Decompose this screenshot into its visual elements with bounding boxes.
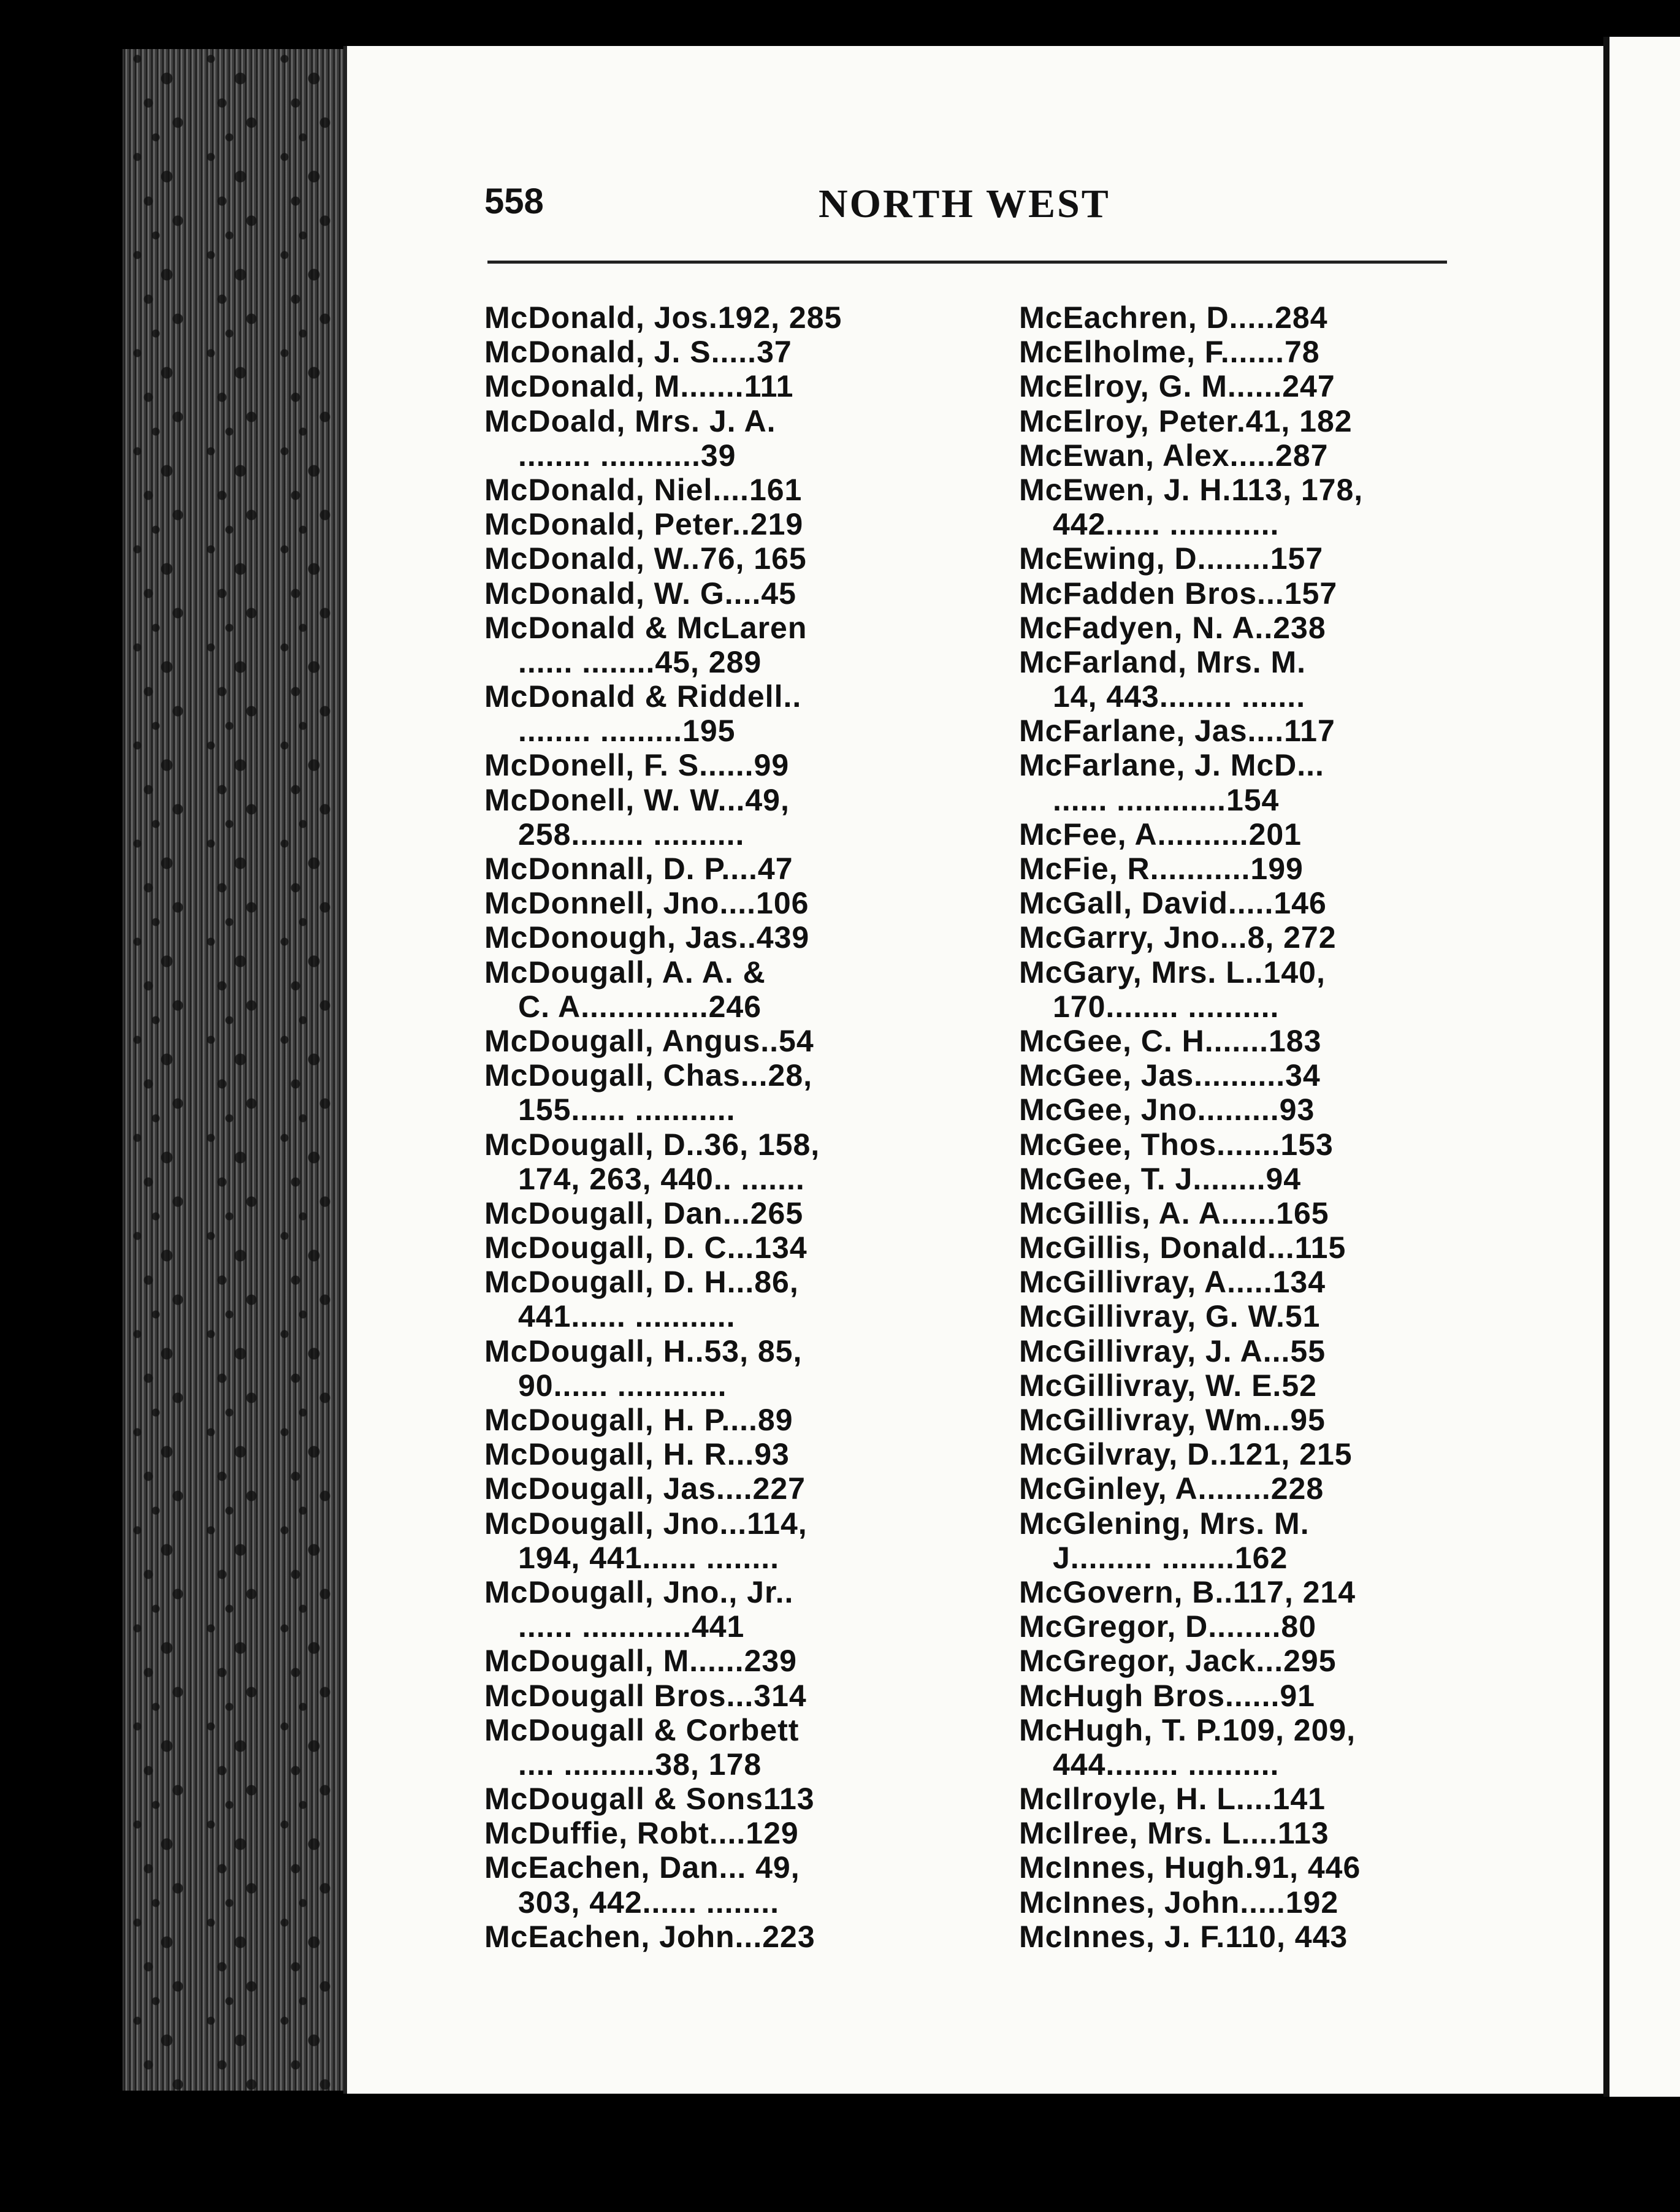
- directory-entry-line: McHugh, T. P.109, 209,: [1019, 1712, 1356, 1747]
- directory-entry-line: McEwan, Alex.....287: [1019, 438, 1329, 473]
- directory-entry-line: McDoald, Mrs. J. A.: [484, 403, 776, 438]
- directory-entry-line: C. A..............246: [518, 989, 762, 1024]
- directory-entry-line: McGillis, A. A......165: [1019, 1196, 1329, 1230]
- directory-entry-line: McGary, Mrs. L..140,: [1019, 955, 1326, 990]
- directory-entry-line: McDougall, Jno., Jr..: [484, 1574, 794, 1609]
- directory-entry-line: McElholme, F.......78: [1019, 335, 1320, 370]
- directory-entry-line: 90...... ............: [518, 1368, 727, 1403]
- left-column: [484, 300, 950, 1954]
- directory-entry-line: McIlree, Mrs. L....113: [1019, 1816, 1329, 1851]
- page-edge-stains: [123, 49, 368, 2091]
- directory-entry-line: 14, 443........ .......: [1053, 679, 1306, 714]
- directory-entry-line: McGall, David.....146: [1019, 886, 1327, 921]
- directory-entry-line: 170........ ..........: [1053, 989, 1280, 1024]
- directory-entry-line: McDougall Bros...314: [484, 1678, 807, 1713]
- directory-entry-line: McDonell, F. S......99: [484, 748, 790, 783]
- directory-entry-line: McGillis, Donald...115: [1019, 1230, 1346, 1265]
- directory-entry-line: 174, 263, 440.. .......: [518, 1161, 805, 1196]
- directory-entry-line: McDougall, Chas...28,: [484, 1058, 813, 1093]
- directory-entry-line: McEwen, J. H.113, 178,: [1019, 472, 1364, 507]
- directory-entry-line: McDougall, D. C...134: [484, 1230, 808, 1265]
- directory-entry-line: McGee, Jno.........93: [1019, 1093, 1315, 1127]
- directory-entry-line: 258........ ..........: [518, 817, 745, 852]
- directory-entry-line: McDougall, H. R...93: [484, 1437, 790, 1472]
- directory-entry-line: McFie, R...........199: [1019, 852, 1304, 886]
- directory-entry-line: 444........ ..........: [1053, 1747, 1280, 1782]
- directory-entry-line: 155...... ...........: [518, 1093, 736, 1127]
- directory-entry-line: McDougall, Jno...114,: [484, 1506, 808, 1541]
- directory-entry-line: McDonough, Jas..439: [484, 920, 810, 955]
- directory-entry-line: McGillivray, Wm...95: [1019, 1403, 1326, 1437]
- directory-entry-line: McGillivray, A.....134: [1019, 1265, 1326, 1300]
- directory-entry-line: ...... ............441: [518, 1609, 745, 1644]
- directory-entry-line: McInnes, J. F.110, 443: [1019, 1919, 1348, 1954]
- directory-entry-line: McDougall, A. A. &: [484, 955, 766, 990]
- directory-entry-line: ...... ........45, 289: [518, 644, 762, 679]
- page-title: NORTH WEST: [819, 181, 1110, 226]
- directory-entry-line: McFarland, Mrs. M.: [1019, 644, 1307, 679]
- directory-entry-line: McDougall, Jas....227: [484, 1471, 806, 1506]
- directory-entry-line: McGee, C. H.......183: [1019, 1023, 1322, 1058]
- directory-entry-line: ........ ...........39: [518, 438, 736, 473]
- directory-entry-line: J......... ........162: [1053, 1540, 1288, 1575]
- directory-entry-line: ...... ............154: [1053, 782, 1280, 817]
- directory-entry-line: McDougall & Corbett: [484, 1712, 800, 1747]
- directory-entry-line: McFee, A..........201: [1019, 817, 1302, 852]
- directory-entry-line: McFarlane, Jas....117: [1019, 714, 1335, 749]
- directory-entry-line: ........ .........195: [518, 714, 736, 749]
- directory-entry-line: McGillivray, J. A...55: [1019, 1333, 1326, 1368]
- directory-entry-line: McDonald, W..76, 165: [484, 541, 807, 576]
- directory-entry-line: McInnes, John.....192: [1019, 1885, 1339, 1920]
- directory-entry-line: McDougall, D. H...86,: [484, 1265, 799, 1300]
- directory-entry-line: 194, 441...... ........: [518, 1540, 780, 1575]
- directory-entry-line: McDonald, J. S.....37: [484, 335, 792, 370]
- directory-entry-line: McGee, Thos.......153: [1019, 1127, 1334, 1162]
- directory-entry-line: McGee, T. J........94: [1019, 1161, 1302, 1196]
- directory-entry-line: McDonald & Riddell..: [484, 679, 802, 714]
- directory-entry-line: McIlroyle, H. L....141: [1019, 1782, 1326, 1817]
- directory-entry-line: McGovern, B..117, 214: [1019, 1574, 1356, 1609]
- directory-entry-line: McDonnall, D. P....47: [484, 852, 793, 886]
- directory-entry-line: McFadden Bros...157: [1019, 576, 1338, 611]
- directory-entry-line: McGregor, Jack...295: [1019, 1644, 1337, 1679]
- directory-entry-line: McElroy, Peter.41, 182: [1019, 403, 1353, 438]
- directory-entry-line: McGlening, Mrs. M.: [1019, 1506, 1310, 1541]
- directory-entry-line: McFarlane, J. McD...: [1019, 748, 1324, 783]
- directory-entry-line: McDonald, Niel....161: [484, 472, 803, 507]
- directory-entry-line: McDonald, Jos.192, 285: [484, 300, 842, 335]
- directory-entry-line: .... ..........38, 178: [518, 1747, 762, 1782]
- directory-entry-line: McElroy, G. M......247: [1019, 369, 1335, 404]
- header-rule: [487, 261, 1447, 264]
- directory-entry-line: McGillivray, W. E.52: [1019, 1368, 1317, 1403]
- directory-entry-line: McDonald, W. G....45: [484, 576, 796, 611]
- directory-entry-line: McGillivray, G. W.51: [1019, 1299, 1321, 1334]
- directory-entry-line: McEachen, Dan... 49,: [484, 1850, 800, 1885]
- directory-entry-line: McDougall, Dan...265: [484, 1196, 804, 1230]
- directory-entry-line: 441...... ...........: [518, 1299, 736, 1334]
- directory-entry-line: McFadyen, N. A..238: [1019, 610, 1326, 645]
- directory-entry-line: McDougall & Sons113: [484, 1782, 815, 1817]
- directory-entry-line: McDougall, H. P....89: [484, 1403, 793, 1437]
- directory-entry-line: McGarry, Jno...8, 272: [1019, 920, 1337, 955]
- directory-entry-line: McGilvray, D..121, 215: [1019, 1437, 1353, 1472]
- directory-entry-line: McEwing, D........157: [1019, 541, 1324, 576]
- directory-entry-line: McEachen, John...223: [484, 1919, 815, 1954]
- directory-entry-line: McDonald, M.......111: [484, 369, 794, 404]
- directory-entry-line: McInnes, Hugh.91, 446: [1019, 1850, 1361, 1885]
- directory-entry-line: McDonald & McLaren: [484, 610, 808, 645]
- directory-entry-line: McEachren, D.....284: [1019, 300, 1328, 335]
- directory-entry-line: McDonnell, Jno....106: [484, 886, 809, 921]
- directory-entry-line: McDuffie, Robt....129: [484, 1816, 799, 1851]
- page-header: [484, 181, 1447, 236]
- directory-entry-line: McGregor, D........80: [1019, 1609, 1317, 1644]
- directory-entry-line: McDougall, H..53, 85,: [484, 1333, 803, 1368]
- directory-entry-line: McDonald, Peter..219: [484, 507, 804, 542]
- directory-entry-line: McGinley, A........228: [1019, 1471, 1324, 1506]
- directory-entry-line: 442...... ............: [1053, 507, 1280, 542]
- directory-entry-line: McDonell, W. W...49,: [484, 782, 790, 817]
- directory-entry-line: McHugh Bros......91: [1019, 1678, 1315, 1713]
- directory-entry-line: McDougall, D..36, 158,: [484, 1127, 820, 1162]
- directory-entry-line: McDougall, M......239: [484, 1644, 797, 1679]
- directory-entry-line: McGee, Jas..........34: [1019, 1058, 1321, 1093]
- page-number: 558: [484, 181, 544, 221]
- next-page-edge: [1603, 37, 1680, 2097]
- directory-entry-line: McDougall, Angus..54: [484, 1023, 814, 1058]
- directory-entry-line: 303, 442...... ........: [518, 1885, 780, 1920]
- right-column: [1019, 300, 1485, 1954]
